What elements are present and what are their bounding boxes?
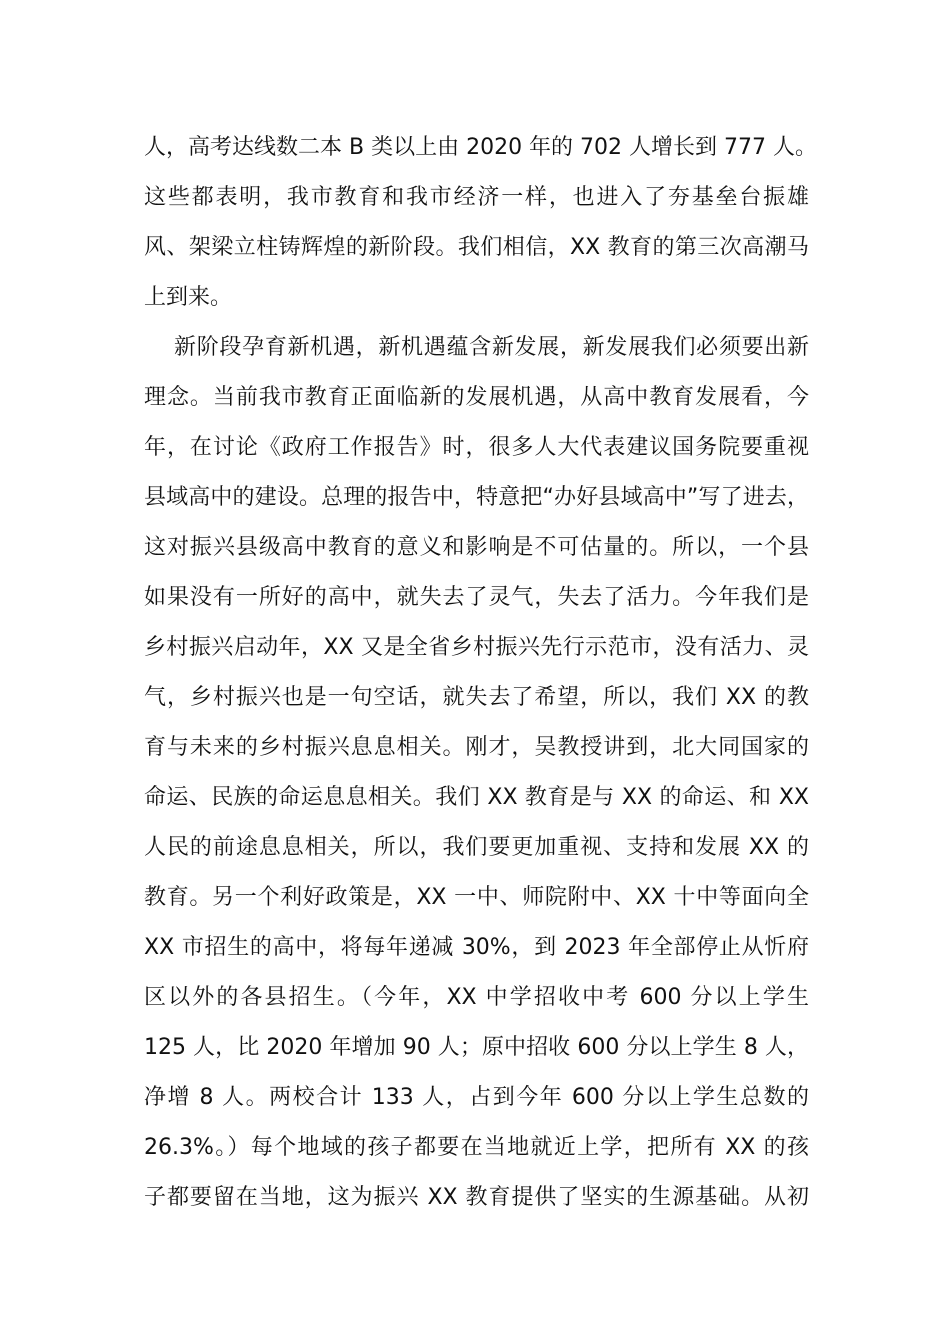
text-line: 人民的前途息息相关，所以，我们要更加重视、支持和发展 XX 的	[144, 835, 809, 860]
text-line: 如果没有一所好的高中，就失去了灵气，失去了活力。今年我们是	[144, 585, 809, 610]
text-line: 区以外的各县招生。（今年，XX 中学招收中考 600 分以上学生	[144, 985, 809, 1010]
text-line: 乡村振兴启动年，XX 又是全省乡村振兴先行示范市，没有活力、灵	[144, 635, 809, 660]
text-line: 这对振兴县级高中教育的意义和影响是不可估量的。所以，一个县	[144, 535, 809, 560]
paragraph-first-line: 新阶段孕育新机遇，新机遇蕴含新发展，新发展我们必须要出新	[174, 335, 809, 360]
text-line: 上到来。	[144, 285, 233, 310]
text-line: 子都要留在当地，这为振兴 XX 教育提供了坚实的生源基础。从初	[144, 1185, 809, 1210]
text-line: XX 市招生的高中，将每年递减 30%，到 2023 年全部停止从忻府	[144, 935, 809, 960]
text-line: 气，乡村振兴也是一句空话，就失去了希望，所以，我们 XX 的教	[144, 685, 809, 710]
text-line: 26.3%。）每个地域的孩子都要在当地就近上学，把所有 XX 的孩	[144, 1135, 809, 1160]
text-line: 育与未来的乡村振兴息息相关。刚才，吴教授讲到，北大同国家的	[144, 735, 809, 760]
text-line: 人，高考达线数二本 B 类以上由 2020 年的 702 人增长到 777 人。	[144, 135, 818, 160]
text-line: 风、架梁立柱铸辉煌的新阶段。我们相信，XX 教育的第三次高潮马	[144, 235, 809, 260]
text-line: 命运、民族的命运息息相关。我们 XX 教育是与 XX 的命运、和 XX	[144, 785, 809, 810]
text-line: 县域高中的建设。总理的报告中，特意把“办好县域高中”写了进去，	[144, 485, 809, 510]
text-line: 理念。当前我市教育正面临新的发展机遇，从高中教育发展看，今	[144, 385, 809, 410]
text-line: 这些都表明，我市教育和我市经济一样，也进入了夯基垒台振雄	[144, 185, 809, 210]
text-line: 净增 8 人。两校合计 133 人，占到今年 600 分以上学生总数的	[144, 1085, 809, 1110]
text-line: 125 人，比 2020 年增加 90 人；原中招收 600 分以上学生 8 人，	[144, 1035, 809, 1060]
text-line: 教育。另一个利好政策是，XX 一中、师院附中、XX 十中等面向全	[144, 885, 809, 910]
text-line: 年，在讨论《政府工作报告》时，很多人大代表建议国务院要重视	[144, 435, 809, 460]
